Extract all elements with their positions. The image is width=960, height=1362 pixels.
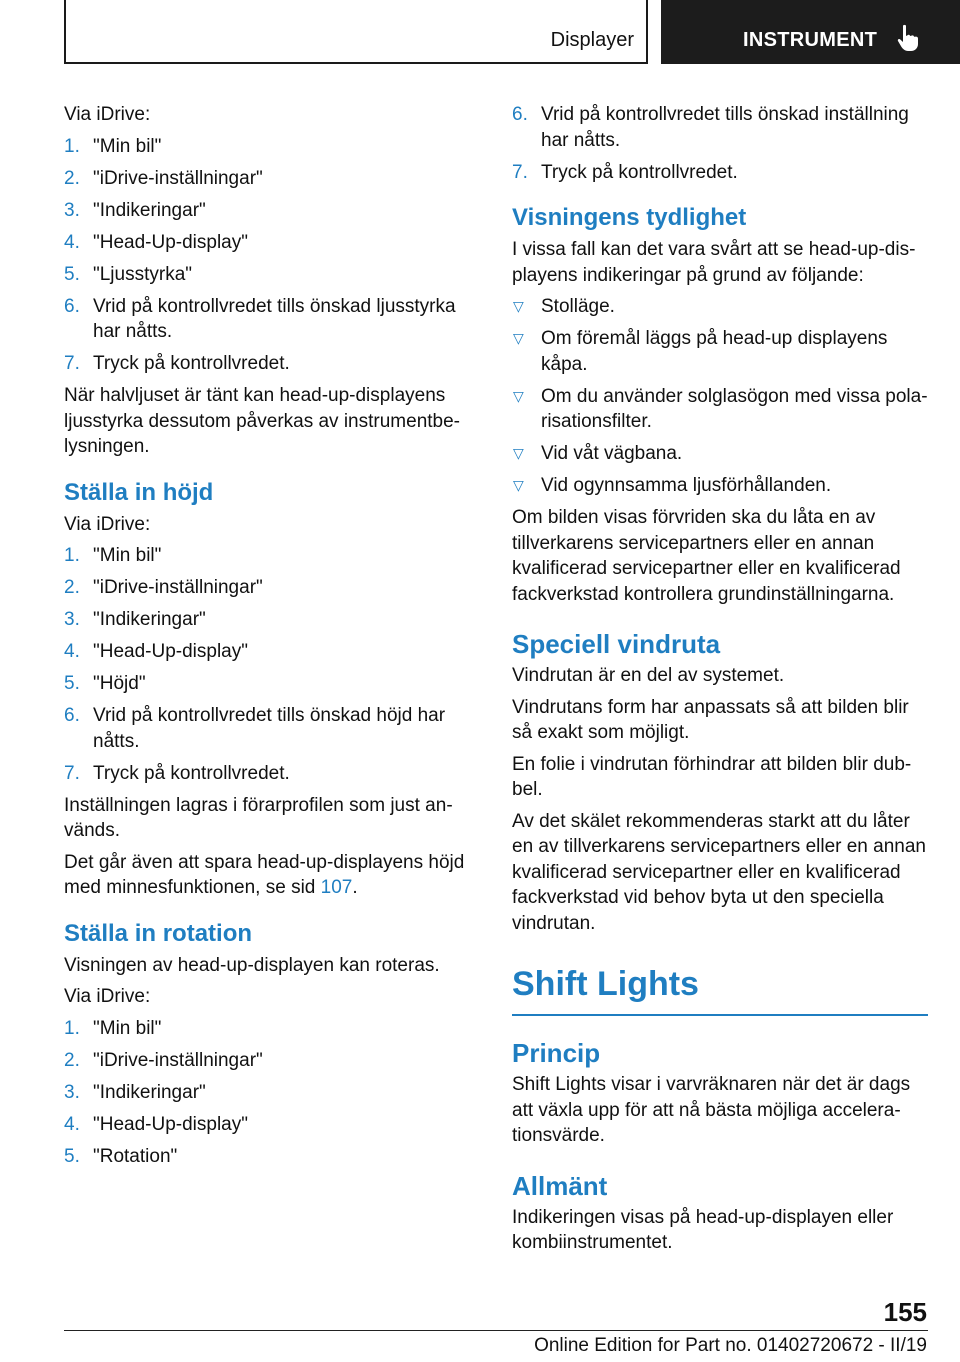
step-text: "Head-Up-display" xyxy=(93,231,248,253)
height-note-memory xyxy=(64,850,466,901)
section-title: Displayer xyxy=(550,29,634,51)
principle-heading: Princip xyxy=(512,1038,601,1068)
step-text: "Ljusstyrka" xyxy=(93,263,193,285)
chapter-title: INSTRUMENT xyxy=(743,29,878,51)
height-note-memory-text: Det går även att spara head-up-displayens höjd med minnesfunktionen, se sid xyxy=(64,851,465,898)
brightness-intro: Via iDrive: xyxy=(64,104,151,125)
list-item xyxy=(64,703,466,754)
principle-text: Shift Lights visar i varvräknaren när det är dags att växla upp för att nå bästa möjliga accelerationsvärde. xyxy=(512,1074,911,1146)
step-text: "Head-Up-display" xyxy=(93,641,248,662)
list-item xyxy=(64,607,466,633)
step-text: "iDrive-inställningar" xyxy=(93,1049,263,1071)
step-number: 6. xyxy=(512,104,528,125)
step-number: 7. xyxy=(512,161,528,183)
triangle-bullet-icon: ▽ xyxy=(513,445,524,461)
step-number: 2. xyxy=(64,167,80,189)
list-item xyxy=(64,543,466,569)
right-column xyxy=(512,102,928,1262)
step-number: 4. xyxy=(64,641,80,662)
visibility-note: Om bilden visas förvriden ska du låta en av tillverkarens servicepartners eller en annan kvalificerad servicepartner eller en kvalificerad fackverkstad kontrollera grundinställningarna. xyxy=(512,507,901,605)
step-number: 1. xyxy=(64,1017,80,1039)
step-text: Vrid på kontrollvredet tills önskad inställning har nåtts. xyxy=(541,104,909,151)
visibility-bullets xyxy=(512,294,928,499)
bullet-text: Vid våt vägbana. xyxy=(541,443,683,464)
list-item xyxy=(512,384,928,435)
footer-divider xyxy=(64,1330,928,1331)
triangle-bullet-icon: ▽ xyxy=(513,387,524,404)
step-number: 4. xyxy=(64,231,80,253)
list-item xyxy=(512,441,928,467)
step-number: 4. xyxy=(64,1113,80,1135)
step-number: 2. xyxy=(64,577,80,598)
windshield-p4: Av det skälet rekommenderas starkt att du låter en av tillverkarens servicepartners eller en annan kvalificerad servicepartner eller en kvalificerad fackverkstad vid behov byta ut den speciella vindrutan. xyxy=(512,810,926,934)
rotation-steps xyxy=(64,1016,466,1170)
rotation-via: Via iDrive: xyxy=(64,986,151,1007)
step-number: 7. xyxy=(64,353,80,374)
list-item xyxy=(512,326,928,377)
step-text: Vrid på kontrollvredet tills önskad höjd har nåtts. xyxy=(93,705,446,752)
windshield-p3: En folie i vindrutan förhindrar att bilden blir dubbel. xyxy=(512,753,912,800)
step-text: Tryck på kontrollvredet. xyxy=(93,353,290,374)
step-number: 1. xyxy=(64,545,80,566)
list-item xyxy=(64,1016,466,1042)
height-note-profile: Inställningen lagras i förarprofilen som just används. xyxy=(64,794,453,841)
edition-footer: Online Edition for Part no. 01402720672 - II/19 xyxy=(534,1335,927,1356)
list-item xyxy=(64,639,466,665)
step-number: 7. xyxy=(64,762,80,784)
general-text: Indikeringen visas på head-up-displayen eller kombiinstrumentet. xyxy=(512,1206,894,1253)
list-item xyxy=(64,351,466,377)
windshield-heading: Speciell vindruta xyxy=(512,629,721,659)
chapter-tab xyxy=(661,0,960,64)
page-reference-link[interactable]: 107 xyxy=(320,877,353,898)
step-text: "Indikeringar" xyxy=(93,1081,206,1103)
rotation-steps-continued xyxy=(512,102,928,185)
list-item xyxy=(64,294,466,345)
step-text: "Min bil" xyxy=(93,1017,162,1039)
list-item xyxy=(64,1048,466,1074)
pointing-hand-icon xyxy=(897,24,919,52)
step-number: 3. xyxy=(64,1081,80,1103)
windshield-p2: Vindrutans form har anpassats så att bilden blir så exakt som möjligt. xyxy=(512,696,909,743)
triangle-bullet-icon: ▽ xyxy=(513,298,524,314)
step-text: "Höjd" xyxy=(93,673,146,694)
step-number: 3. xyxy=(64,199,80,221)
step-text: "Min bil" xyxy=(93,135,162,157)
page-number: 155 xyxy=(883,1297,927,1327)
height-intro: Via iDrive: xyxy=(64,513,151,535)
list-item xyxy=(64,671,466,697)
list-item xyxy=(64,761,466,787)
step-text: "iDrive-inställningar" xyxy=(93,167,263,189)
rotation-intro: Visningen av head-up-displayen kan roteras. xyxy=(64,954,440,976)
general-heading: Allmänt xyxy=(512,1170,608,1201)
step-number: 5. xyxy=(64,1145,80,1167)
step-text: "Indikeringar" xyxy=(93,199,206,221)
step-number: 5. xyxy=(64,263,80,285)
list-item xyxy=(512,473,928,499)
list-item xyxy=(64,1080,466,1106)
windshield-p1: Vindrutan är en del av systemet. xyxy=(512,665,785,686)
visibility-heading: Visningens tydlighet xyxy=(512,204,747,231)
bullet-text: Stolläge. xyxy=(541,296,615,317)
step-number: 1. xyxy=(64,135,80,157)
step-number: 2. xyxy=(64,1049,80,1071)
list-item xyxy=(64,1112,466,1138)
brightness-note: När halvljuset är tänt kan head-up-displayens ljusstyrka dessutom påverkas av instrumentbelysningen. xyxy=(64,385,460,457)
height-heading: Ställa in höjd xyxy=(64,478,214,506)
step-number: 6. xyxy=(64,295,80,317)
list-item xyxy=(64,1144,466,1170)
visibility-intro: I vissa fall kan det vara svårt att se head-up-displayens indikeringar på grund av följande: xyxy=(512,239,916,286)
left-column xyxy=(64,102,466,1176)
step-number: 3. xyxy=(64,609,80,630)
rotation-heading: Ställa in rotation xyxy=(64,919,253,947)
height-note-memory-end: . xyxy=(352,877,358,898)
list-item xyxy=(64,230,466,256)
list-item xyxy=(64,198,466,224)
triangle-bullet-icon: ▽ xyxy=(513,477,524,493)
step-text: Tryck på kontrollvredet. xyxy=(93,762,290,784)
bullet-text: Vid ogynnsamma ljusförhållanden. xyxy=(541,475,832,496)
list-item xyxy=(512,294,928,320)
step-number: 5. xyxy=(64,673,80,694)
header-frame xyxy=(64,0,648,64)
bullet-text: Om föremål läggs på head-up displayens kåpa. xyxy=(541,328,888,375)
list-item xyxy=(64,262,466,288)
list-item xyxy=(512,160,928,186)
step-text: "Min bil" xyxy=(93,545,162,566)
brightness-steps xyxy=(64,134,466,377)
list-item xyxy=(64,134,466,160)
list-item xyxy=(512,102,928,153)
step-text: Vrid på kontrollvredet tills önskad ljusstyrka har nåtts. xyxy=(93,295,456,342)
step-text: "Head-Up-display" xyxy=(93,1113,248,1135)
list-item xyxy=(64,575,466,601)
step-text: "Rotation" xyxy=(93,1145,178,1167)
list-item xyxy=(64,166,466,192)
step-text: Tryck på kontrollvredet. xyxy=(541,161,738,183)
bullet-text: Om du använder solglasögon med vissa polarisationsfilter. xyxy=(541,385,928,432)
step-number: 6. xyxy=(64,705,80,726)
shift-lights-heading: Shift Lights xyxy=(512,962,928,1016)
step-text: "iDrive-inställningar" xyxy=(93,577,263,598)
step-text: "Indikeringar" xyxy=(93,609,206,630)
height-steps xyxy=(64,543,466,786)
triangle-bullet-icon: ▽ xyxy=(513,330,524,346)
